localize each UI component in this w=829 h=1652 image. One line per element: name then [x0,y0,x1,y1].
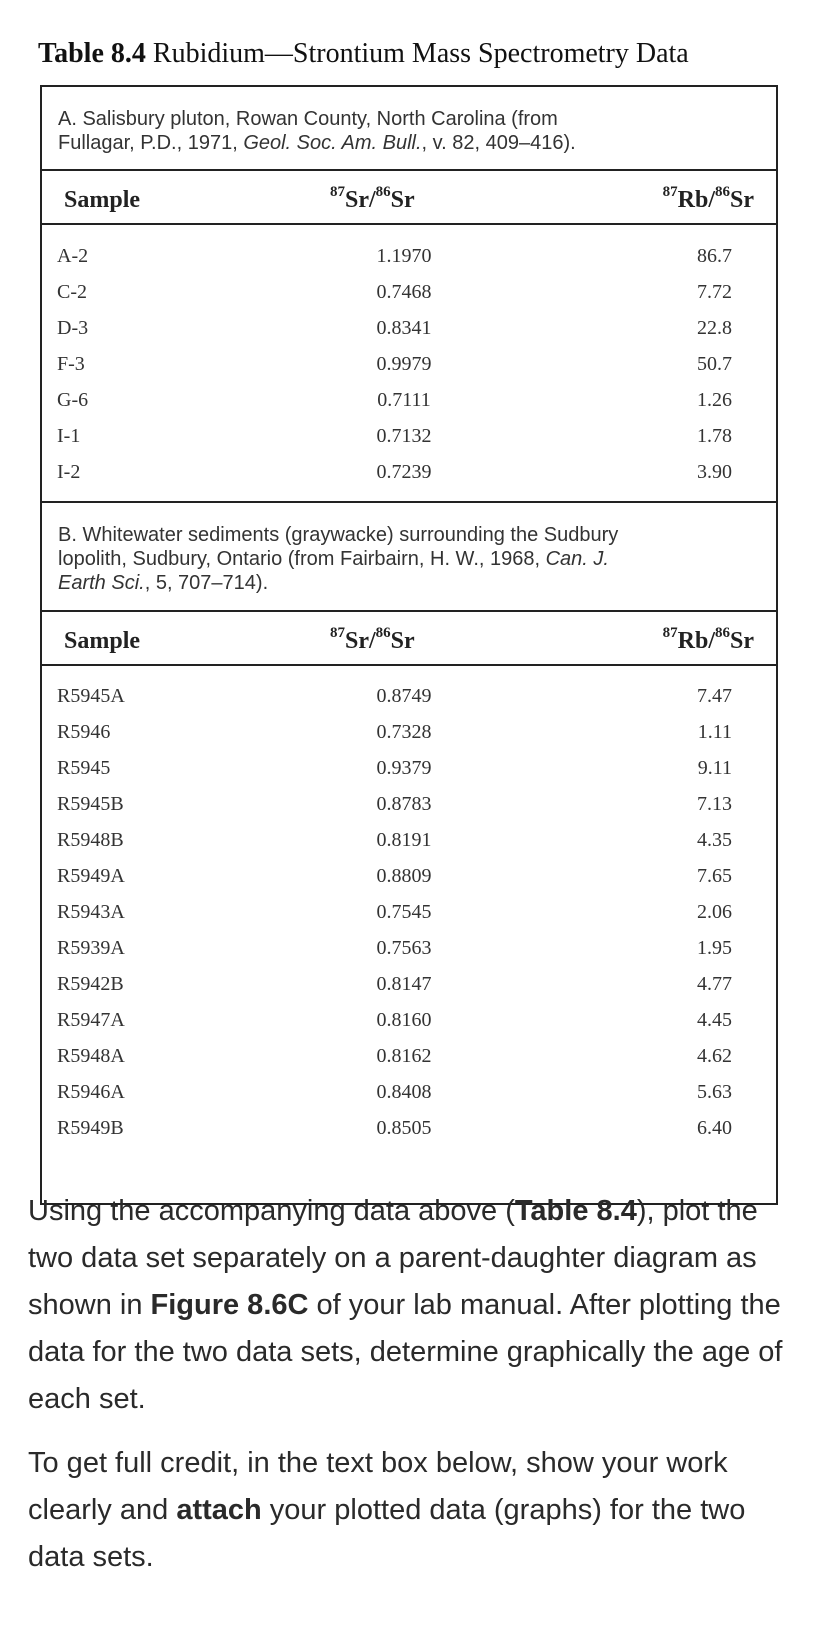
sample-cell: R5939A [57,937,125,959]
table-number: Table 8.4 [38,38,146,69]
rb-ratio-cell: 4.62 [697,1045,732,1067]
table-row [42,1075,776,1111]
sr-ratio-cell: 0.7468 [376,281,432,303]
table-row [42,1039,776,1075]
sample-cell: R5945A [57,685,125,707]
instruction-paragraph-1: Using the accompanying data above (Table 8.4), plot the two data set separately on a parent-daughter diagram as shown in Figure 8.6C of your lab manual. After plotting the data for the two data sets, determine graphically the age of each set. [28,1195,783,1415]
sr-ratio-cell: 0.8783 [376,793,432,815]
rb-ratio-cell: 1.26 [697,389,732,411]
sr-ratio-cell: 0.8505 [376,1117,432,1139]
table-row [42,715,776,751]
rb-ratio-cell: 4.45 [697,1009,732,1031]
section-b-line1: B. Whitewater sediments (graywacke) surrounding the Sudbury [58,524,619,546]
table-row [42,967,776,1003]
sample-cell: C-2 [57,281,87,303]
rb-ratio-cell: 3.90 [697,461,732,483]
sample-cell: R5948A [57,1045,125,1067]
table-title [38,38,689,70]
sr-ratio-cell: 0.9979 [376,353,432,375]
rb-ratio-cell: 5.63 [697,1081,732,1103]
sample-cell: I-1 [57,425,81,447]
table-row [42,895,776,931]
section-a-header-rule [42,223,776,225]
table-row [42,679,776,715]
section-a-top-rule [42,169,776,171]
rb-ratio-cell: 86.7 [697,245,732,267]
table-row [42,787,776,823]
sample-cell: R5946 [57,721,111,743]
section-a-source [58,107,760,155]
rb-ratio-cell: 7.47 [697,685,732,707]
sample-cell: R5947A [57,1009,125,1031]
table-row [42,383,776,419]
table-row [42,347,776,383]
sr-ratio-cell: 0.8162 [376,1045,432,1067]
rb-ratio-cell: 1.95 [697,937,732,959]
table-row [42,931,776,967]
sample-cell: R5948B [57,829,124,851]
table-caption: Rubidium—Strontium Mass Spectrometry Data [145,38,689,69]
section-b-header-rule [42,664,776,666]
sr-ratio-cell: 0.8408 [376,1081,432,1103]
rb-ratio-cell: 22.8 [697,317,732,339]
table-row [42,1111,776,1147]
sr-ratio-cell: 0.7545 [376,901,432,923]
sr-ratio-cell: 1.1970 [376,245,432,267]
sr-ratio-cell: 0.8341 [376,317,432,339]
rb-ratio-cell: 50.7 [697,353,732,375]
section-a-col-sample: Sample [64,187,141,213]
section-b-col-sample: Sample [64,628,141,654]
section-a-line1: A. Salisbury pluton, Rowan County, North Carolina (from [58,108,558,130]
section-b-mid-rule [42,610,776,612]
sr-ratio-cell: 0.8160 [376,1009,432,1031]
sample-cell: R5946A [57,1081,125,1103]
section-a-col-sr-ratio: $^{87}$Sr/$^{86}$Sr [330,184,415,213]
sample-cell: R5942B [57,973,124,995]
section-b-source [58,523,760,595]
sample-cell: R5949A [57,865,125,887]
sample-cell: G-6 [57,389,89,411]
rb-ratio-cell: 1.78 [697,425,732,447]
rb-ratio-cell: 1.11 [697,721,732,743]
section-a-col-rb-ratio: $^{87}$Rb/$^{86}$Sr [662,184,754,213]
sample-cell: F-3 [57,353,85,375]
sr-ratio-cell: 0.8809 [376,865,432,887]
table-row [42,1003,776,1039]
rb-ratio-cell: 2.06 [697,901,732,923]
section-b-col-sr-ratio: $^{87}$Sr/$^{86}$Sr [330,625,415,654]
section-a-line2: Fullagar, P.D., 1971, Geol. Soc. Am. Bull., v. 82, 409–416). [58,132,576,154]
sr-ratio-cell: 0.8147 [376,973,432,995]
table-row [42,859,776,895]
rb-ratio-cell: 6.40 [697,1117,732,1139]
sr-ratio-cell: 0.7111 [377,389,431,411]
sample-cell: A-2 [57,245,89,267]
section-a-rows [42,239,776,491]
section-b-col-rb-ratio: $^{87}$Rb/$^{86}$Sr [662,625,754,654]
instruction-paragraph-2: To get full credit, in the text box below, show your work clearly and attach your plotted data (graphs) for the two data sets. [28,1447,746,1573]
section-b-line3: Earth Sci., 5, 707–714). [58,572,269,594]
sr-ratio-cell: 0.8191 [376,829,432,851]
data-table [40,85,778,1205]
sample-cell: D-3 [57,317,89,339]
table-row [42,455,776,491]
sample-cell: R5945B [57,793,124,815]
sr-ratio-cell: 0.9379 [376,757,432,779]
table-row [42,239,776,275]
sr-ratio-cell: 0.8749 [376,685,432,707]
rb-ratio-cell: 7.72 [697,281,732,303]
sample-cell: R5943A [57,901,125,923]
table-row [42,311,776,347]
sample-cell: R5949B [57,1117,124,1139]
section-b-rows [42,679,776,1147]
sample-cell: R5945 [57,757,111,779]
table-row [42,275,776,311]
rb-ratio-cell: 4.77 [697,973,732,995]
sr-ratio-cell: 0.7563 [376,937,432,959]
rb-ratio-cell: 4.35 [697,829,732,851]
sr-ratio-cell: 0.7239 [376,461,432,483]
sr-ratio-cell: 0.7132 [376,425,432,447]
sample-cell: I-2 [57,461,81,483]
section-b-top-rule [42,501,776,503]
rb-ratio-cell: 7.13 [697,793,732,815]
table-row [42,751,776,787]
table-row [42,419,776,455]
section-b-line2: lopolith, Sudbury, Ontario (from Fairbairn, H. W., 1968, Can. J. [58,548,609,570]
sr-ratio-cell: 0.7328 [376,721,432,743]
table-row [42,823,776,859]
rb-ratio-cell: 9.11 [697,757,732,779]
rb-ratio-cell: 7.65 [697,865,732,887]
